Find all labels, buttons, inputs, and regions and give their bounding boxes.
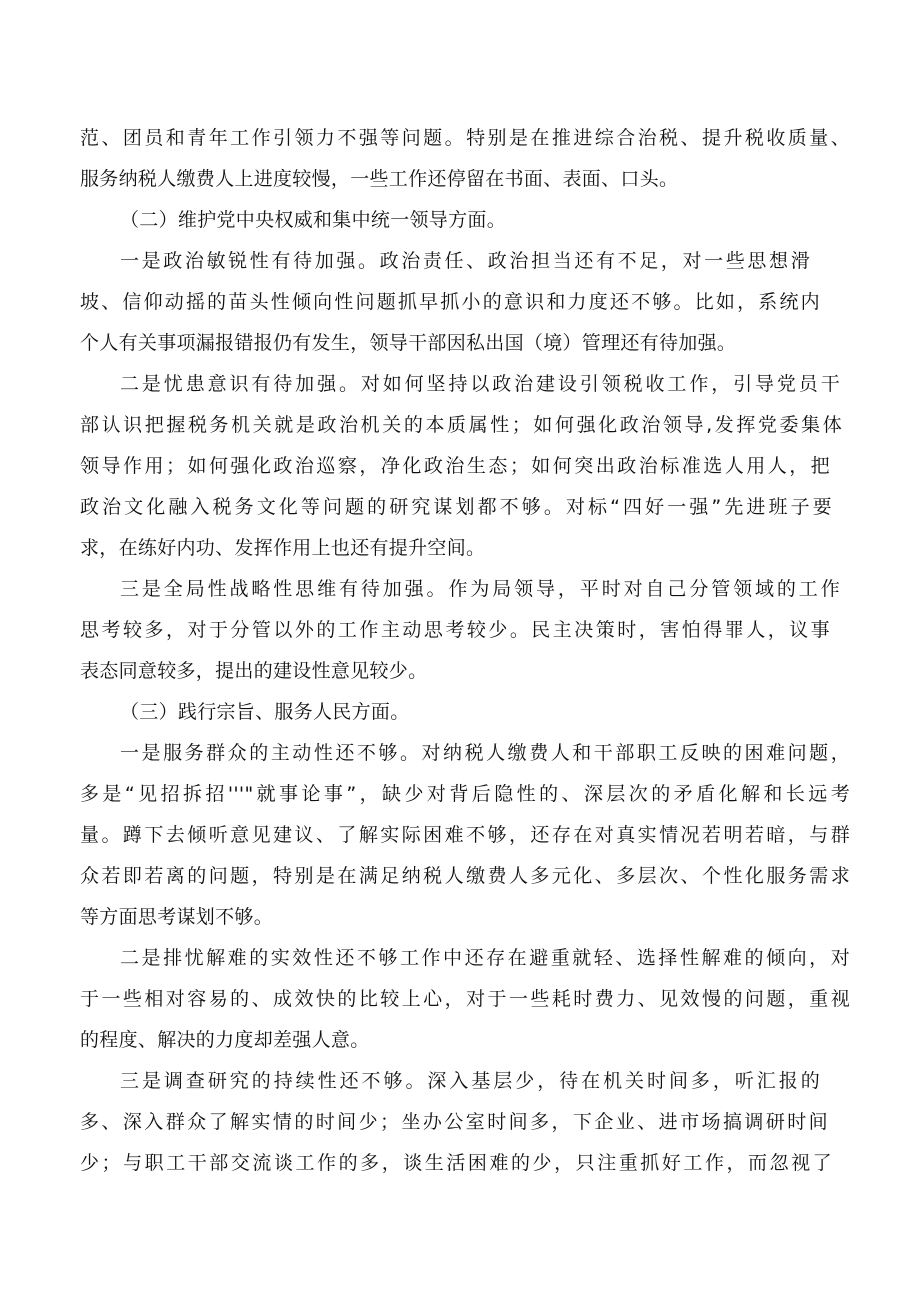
paragraph-line: 多是“见招拆招'''"就事论事”，缺少对背后隐性的、深层次的矛盾化解和长远考 bbox=[80, 783, 850, 805]
paragraph-line: 一是服务群众的主动性还不够。对纳税人缴费人和干部职工反映的困难问题， bbox=[120, 742, 850, 764]
paragraph-line: 求，在练好内功、发挥作用上也还有提升空间。 bbox=[80, 537, 486, 559]
paragraph-line: 部认识把握税务机关就是政治机关的本质属性；如何强化政治领导,发挥党委集体 bbox=[80, 414, 842, 436]
paragraph-line: 政治文化融入税务文化等问题的研究谋划都不够。对标“四好一强”先进班子要 bbox=[80, 496, 832, 518]
paragraph-line: 三是调查研究的持续性还不够。深入基层少，待在机关时间多，听汇报的 bbox=[120, 1070, 820, 1092]
paragraph-line: 少；与职工干部交流谈工作的多，谈生活困难的少，只注重抓好工作，而忽视了 bbox=[80, 1152, 832, 1174]
paragraph-line: 的程度、解决的力度却差强人意。 bbox=[80, 1029, 370, 1051]
paragraph-line: 个人有关事项漏报错报仍有发生，领导干部因私出国（境）管理还有待加强。 bbox=[80, 332, 737, 354]
section-heading: （三）践行宗旨、服务人民方面。 bbox=[120, 701, 410, 723]
paragraph-line: 量。蹲下去倾听意见建议、了解实际困难不够，还存在对真实情况若明若暗，与群 bbox=[80, 824, 850, 846]
paragraph-line: 二是忧患意识有待加强。对如何坚持以政治建设引领税收工作，引导党员干 bbox=[120, 373, 840, 395]
paragraph-line: 众若即若离的问题，特别是在满足纳税人缴费人多元化、多层次、个性化服务需求 bbox=[80, 865, 850, 887]
paragraph-line: 等方面思考谋划不够。 bbox=[80, 906, 274, 928]
paragraph-line: 一是政治敏锐性有待加强。政治责任、政治担当还有不足，对一些思想滑 bbox=[120, 250, 810, 272]
paragraph-line: 于一些相对容易的、成效快的比较上心，对于一些耗时费力、见效慢的问题，重视 bbox=[80, 988, 850, 1010]
paragraph-line: 领导作用；如何强化政治巡察，净化政治生态；如何突出政治标准选人用人，把 bbox=[80, 455, 830, 477]
paragraph-line: 多、深入群众了解实情的时间少；坐办公室时间多，下企业、进市场搞调研时间 bbox=[80, 1111, 828, 1133]
section-heading: （二）维护党中央权威和集中统一领导方面。 bbox=[120, 209, 507, 231]
paragraph-line: 表态同意较多，提出的建设性意见较少。 bbox=[80, 660, 428, 682]
paragraph-line: 三是全局性战略性思维有待加强。作为局领导，平时对自己分管领域的工作 bbox=[120, 578, 840, 600]
paragraph-line: 二是排忧解难的实效性还不够工作中还存在避重就轻、选择性解难的倾向，对 bbox=[120, 947, 850, 969]
paragraph-line: 坡、信仰动摇的苗头性倾向性问题抓早抓小的意识和力度还不够。比如，系统内 bbox=[80, 291, 820, 313]
paragraph-line: 范、团员和青年工作引领力不强等问题。特别是在推进综合治税、提升税收质量、 bbox=[80, 127, 850, 149]
paragraph-line: 服务纳税人缴费人上进度较慢，一些工作还停留在书面、表面、口头。 bbox=[80, 168, 679, 190]
paragraph-line: 思考较多，对于分管以外的工作主动思考较少。民主决策时，害怕得罪人，议事 bbox=[80, 619, 830, 641]
